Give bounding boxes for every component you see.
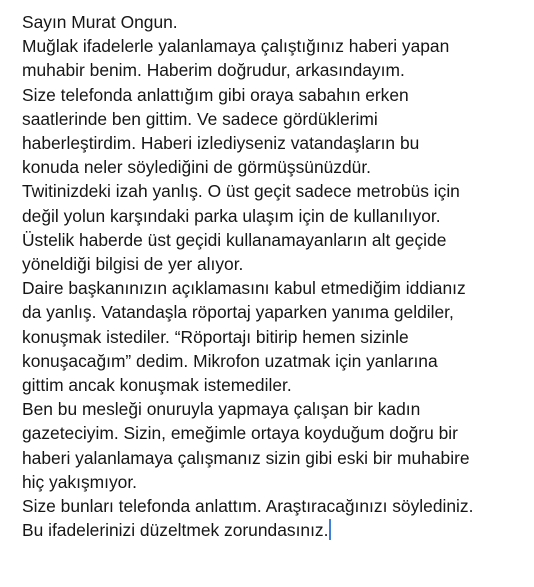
text-cursor <box>329 519 331 540</box>
message-line-12: Daire başkanınızın açıklamasını kabul etmediğim iddianız <box>22 278 466 299</box>
message-line-22 <box>22 518 527 542</box>
message-line-6: haberleştirdim. Haberi izlediyseniz vatandaşların bu <box>22 133 420 154</box>
message-line-11: yöneldiği bilgisi de yer alıyor. <box>22 254 244 275</box>
message-line-9: değil yolun karşındaki parka ulaşım için de kullanılıyor. <box>22 205 441 226</box>
message-line-4: Size telefonda anlattığım gibi oraya sabahın erken <box>22 84 409 105</box>
message-line-1: Sayın Murat Ongun. <box>22 12 178 32</box>
message-line-22-text: Bu ifadelerinizi düzeltmek zorundasınız. <box>22 520 329 541</box>
message-line-8: Twitinizdeki izah yanlış. O üst geçit sadece metrobüs için <box>22 181 460 202</box>
message-line-16: gittim ancak konuşmak istemediler. <box>22 375 292 396</box>
message-line-15: konuşacağım” dedim. Mikrofon uzatmak için yanlarına <box>22 350 438 371</box>
message-line-17: Ben bu mesleği onuruyla yapmaya çalışan bir kadın <box>22 399 421 420</box>
message-line-20: hiç yakışmıyor. <box>22 471 138 492</box>
message-text-area[interactable] <box>22 10 527 542</box>
message-line-21: Size bunları telefonda anlattım. Araştıracağınızı söylediniz. <box>22 496 474 517</box>
message-line-2: Muğlak ifadelerle yalanlamaya çalıştığınız haberi yapan <box>22 36 450 57</box>
message-line-3: muhabir benim. Haberim doğrudur, arkasındayım. <box>22 60 405 81</box>
message-line-10: Üstelik haberde üst geçidi kullanamayanların alt geçide <box>22 229 447 250</box>
message-line-7: konuda neler söylediğini de görmüşsünüzdür. <box>22 157 372 178</box>
message-line-18: gazeteciyim. Sizin, emeğimle ortaya koyduğum doğru bir <box>22 423 458 444</box>
message-line-13: da yanlış. Vatandaşla röportaj yaparken yanıma geldiler, <box>22 302 454 323</box>
message-line-19: haberi yalanlamaya çalışmanız sizin gibi eski bir muhabire <box>22 447 470 468</box>
message-line-14: konuşmak istediler. “Röportajı bitirip hemen sizinle <box>22 326 409 347</box>
message-line-5: saatlerinde ben gittim. Ve sadece gördüklerimi <box>22 108 378 129</box>
